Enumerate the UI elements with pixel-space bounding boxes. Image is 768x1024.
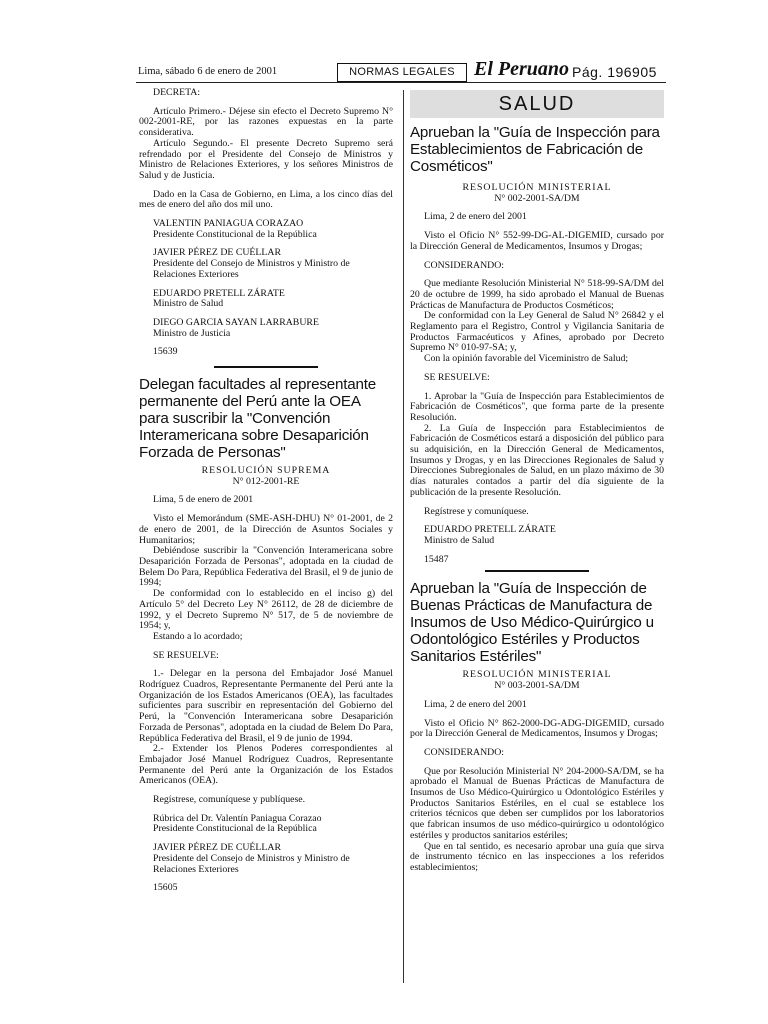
signer-role: Ministro de Justicia (153, 327, 231, 339)
signer-name: JAVIER PÉREZ DE CUÉLLAR (153, 842, 281, 854)
registrese-text: Regístrese, comuníquese y publíquese. (153, 794, 306, 806)
article-headline: Delegan facultades al representante permanente del Perú ante la OEA para suscribir la "Convención Interamericana sobre Desaparición Forzada de Personas" (139, 376, 377, 462)
left-column (139, 88, 393, 894)
rubrica-text: Rúbrica del Dr. Valentín Paniagua Corazao (153, 812, 322, 824)
document-number: 15605 (153, 882, 178, 894)
resolution-item-1: 1. Aprobar la "Guía de Inspección para Establecimientos de Fabricación de Cosméticos", que forma parte de la presente Resolución. (410, 390, 664, 423)
section-heading: SALUD (410, 90, 664, 118)
article-2: Artículo Segundo.- El presente Decreto Supremo será refrendado por el Presidente del Consejo de Ministros y Ministro de Relaciones Exteriores, y los señores Ministros de Salud y de Justicia. (139, 137, 393, 181)
column-divider (403, 90, 404, 983)
visto-text: Visto el Oficio N° 552-99-DG-AL-DIGEMID, cursado por la Dirección General de Medicamentos, Insumos y Drogas; (410, 230, 664, 252)
resolution-number: N° 003-2001-SA/DM (494, 680, 580, 692)
signer-role: Presidente del Consejo de Ministros y Ministro de Relaciones Exteriores (153, 852, 350, 875)
resolution-title: RESOLUCIÓN MINISTERIAL (462, 182, 612, 193)
resolution-item-2: 2.- Extender los Plenos Poderes correspondientes al Embajador José Manuel Rodríguez Cuadros, Representante Permanente del Perú ante la Organización de los Estados Americanos (OEA). (139, 743, 393, 787)
resolution-date: Lima, 2 de enero del 2001 (424, 698, 527, 710)
considerando-heading: CONSIDERANDO: (424, 259, 505, 271)
resolution-title: RESOLUCIÓN SUPREMA (201, 465, 331, 477)
article-1: Artículo Primero.- Déjese sin efecto el Decreto Supremo N° 002-2001-RE, por las razones expuestas en la parte considerativa. (139, 105, 393, 139)
resolution-number: N° 002-2001-SA/DM (494, 192, 580, 204)
considerando-2: De conformidad con la Ley General de Salud N° 26842 y el Reglamento para el Registro, Control y Vigilancia Sanitaria de Productos Farmacéuticos y Afines, aprobado por Decreto Supremo N° 010-97-SA; y, (410, 310, 664, 354)
signer-role: Ministro de Salud (424, 534, 495, 546)
signer-name: JAVIER PÉREZ DE CUÉLLAR (153, 247, 281, 259)
resolution-date: Lima, 2 de enero del 2001 (424, 211, 527, 223)
article-headline: Aprueban la "Guía de Inspección de Buenas Prácticas de Manufactura de Insumos de Uso Médico-Quirúrgico u Odontológico Estériles y Productos Sanitarios Estériles" (410, 580, 654, 666)
registrese-text: Regístrese y comuníquese. (424, 505, 529, 517)
header-rule (136, 82, 666, 83)
rubrica-role: Presidente Constitucional de la República (153, 823, 317, 835)
visto-text: Visto el Oficio N° 862-2000-DG-ADG-DIGEMID, cursado por la Dirección General de Medicamentos, Insumos y Drogas; (410, 717, 664, 740)
considerando-1: Que mediante Resolución Ministerial N° 518-99-SA/DM del 20 de octubre de 1999, ha sido aprobado el Manual de Buenas Prácticas de Manufactura de Productos Cosméticos; (410, 278, 664, 311)
considerando-1: Que por Resolución Ministerial N° 204-2000-SA/DM, se ha aprobado el Manual de Buenas Prácticas de Manufactura de Insumos de Uso Médico-Quirúrgico u Odontológico Estériles y Productos Sanitarios Estériles, en el cual se establece los criterios técnicos que deben ser cumplidos por los laboratorios que fabrican insumos de uso médico-quirúrgico u odontológico estériles y productos sanitarios estériles; (410, 765, 664, 841)
signer-role: Presidente del Consejo de Ministros y Ministro de Relaciones Exteriores (153, 258, 350, 280)
se-resuelve-heading: SE RESUELVE: (153, 649, 219, 661)
se-resuelve-heading: SE RESUELVE: (424, 371, 490, 383)
signer-name: DIEGO GARCIA SAYAN LARRABURE (153, 316, 319, 328)
resolution-date: Lima, 5 de enero de 2001 (153, 494, 254, 506)
considerando-2: Que en tal sentido, es necesario aprobar una guía que sirva de instrumento técnico en las inspecciones a los referidos establecimientos; (410, 840, 664, 873)
document-number: 15639 (153, 346, 178, 358)
dado-text: Dado en la Casa de Gobierno, en Lima, a los cinco días del mes de enero del año dos mil uno. (139, 188, 393, 211)
document-number: 15487 (424, 553, 449, 565)
resolution-item-2: 2. La Guía de Inspección para Establecimientos de Fabricación de Cosméticos estará a disposición del público para su adquisición, en la Dirección General de Medicamentos, Insumos y Drogas, y en las Direcciones Regionales de Salud y Direcciones Subregionales de Salud, en un plazo máximo de 30 días naturales contados a partir del día siguiente de la publicación de la presente Resolución. (410, 422, 664, 498)
resolution-title: RESOLUCIÓN MINISTERIAL (462, 669, 612, 681)
resolution-number: N° 012-2001-RE (232, 475, 300, 487)
signer-role: Presidente Constitucional de la República (153, 228, 317, 240)
right-column (410, 90, 664, 874)
header-section-box: NORMAS LEGALES (337, 63, 467, 82)
signer-name: EDUARDO PRETELL ZÁRATE (424, 524, 556, 536)
signer-role: Ministro de Salud (153, 298, 224, 310)
decreta-heading: DECRETA: (153, 87, 201, 98)
considerando-heading: CONSIDERANDO: (424, 746, 505, 758)
newspaper-logo: El Peruano (474, 58, 570, 80)
visto-text: Visto el Memorándum (SME-ASH-DHU) N° 01-2001, de 2 de enero de 2001, de la Dirección de Asuntos Sociales y Humanitarios; (139, 513, 393, 546)
page-number: Pág. 196905 (572, 64, 657, 80)
resolution-item-1: 1.- Delegar en la persona del Embajador José Manuel Rodríguez Cuadros, Representante Permanente del Perú ante la Organización de los Estados Americanos (OEA), las facultades suficientes para suscribir en representación del Gobierno del Perú, la "Convención Interamericana sobre Desaparición Forzada de Personas", adoptada en la ciudad de Belem Do Para, República Federativa del Brasil, el 9 de junio de 1994. (139, 668, 393, 744)
conformidad-text: De conformidad con lo establecido en el inciso g) del Artículo 5° del Decreto Ley N° 26112, de 28 de diciembre de 1992, y el Decreto Supremo N° 517, de 5 de noviembre de 1954; y, (139, 588, 393, 632)
header-date: Lima, sábado 6 de enero de 2001 (138, 66, 278, 77)
signer-name: VALENTIN PANIAGUA CORAZAO (153, 218, 304, 230)
estando-text: Estando a lo acordado; (153, 630, 243, 642)
considerando-3: Con la opinión favorable del Viceministro de Salud; (424, 353, 629, 365)
debiendo-text: Debiéndose suscribir la "Convención Interamericana sobre Desaparición Forzada de Personas", adoptada en la ciudad de Belem Do Para, República Federativa del Brasil, el 9 de junio de 1994; (139, 545, 393, 589)
article-headline: Aprueban la "Guía de Inspección para Establecimientos de Fabricación de Cosméticos" (410, 124, 660, 175)
signer-name: EDUARDO PRETELL ZÁRATE (153, 287, 285, 299)
